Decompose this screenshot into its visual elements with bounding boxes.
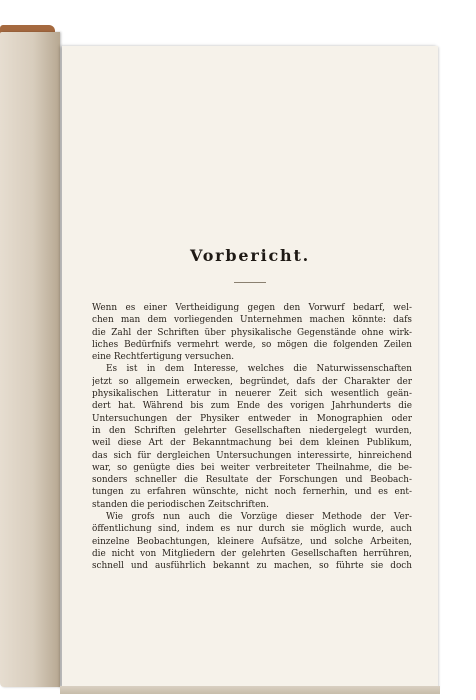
text-line: die nicht von Mitgliedern der gelehrten Gesellschaften herrühren,	[92, 548, 412, 559]
text-line: liches Bedürfnifs vermehrt werde, so mögen die folgenden Zeilen	[92, 339, 412, 350]
text-line: das sich für dergleichen Untersuchungen interessirte, hinreichend	[92, 450, 412, 461]
text-line: standen die periodischen Zeitschriften.	[92, 499, 269, 510]
text-line: weil diese Art der Bekanntmachung bei dem kleinen Publikum,	[92, 438, 412, 449]
text-line: jetzt so allgemein erwecken, begründet, dafs der Charakter der	[92, 376, 412, 387]
text-line: Es ist in dem Interesse, welches die Naturwissenschaften	[106, 364, 412, 375]
title-rule	[234, 282, 266, 283]
text-line: tungen zu erfahren wünschte, nicht noch fernerhin, und es ent-	[92, 487, 412, 498]
text-line: einzelne Beobachtungen, kleinere Aufsätze, und solche Arbeiten,	[92, 536, 412, 547]
text-line: dert hat. Während bis zum Ende des vorigen Jahrhunderts die	[92, 401, 412, 412]
text-line: sonders schneller die Resultate der Forschungen und Beobach-	[92, 475, 412, 486]
text-line: Untersuchungen der Physiker entweder in Monographien oder	[92, 413, 412, 424]
text-line: die Zahl der Schriften über physikalische Gegenstände ohne wirk-	[92, 327, 412, 338]
book-page	[62, 46, 438, 688]
text-line: Wenn es einer Vertheidigung gegen den Vorwurf bedarf, wel-	[92, 303, 412, 313]
book-cover	[0, 32, 60, 687]
text-line: eine Rechtfertigung versuchen.	[92, 352, 235, 363]
text-line: Wie grofs nun auch die Vorzüge dieser Methode der Ver-	[106, 512, 412, 523]
text-line: chen man dem vorliegenden Unternehmen machen könnte: dafs	[92, 315, 412, 326]
text-line: war, so genügte dies bei weiter verbreiteter Theilnahme, die be-	[92, 462, 412, 473]
text-line: öffentlichung sind, indem es nur durch sie möglich wurde, auch	[92, 524, 412, 535]
text-line: physikalischen Litteratur in neuerer Zeit sich wesentlich geän-	[92, 389, 412, 400]
body-text	[92, 302, 412, 573]
text-line: in den Schriften gelehrter Gesellschaften niedergelegt wurden,	[92, 425, 412, 436]
page-title: Vorbericht.	[189, 246, 311, 265]
page-edge	[60, 686, 440, 694]
text-line: schnell und ausführlich bekannt zu machen, so führte sie doch	[92, 561, 412, 572]
